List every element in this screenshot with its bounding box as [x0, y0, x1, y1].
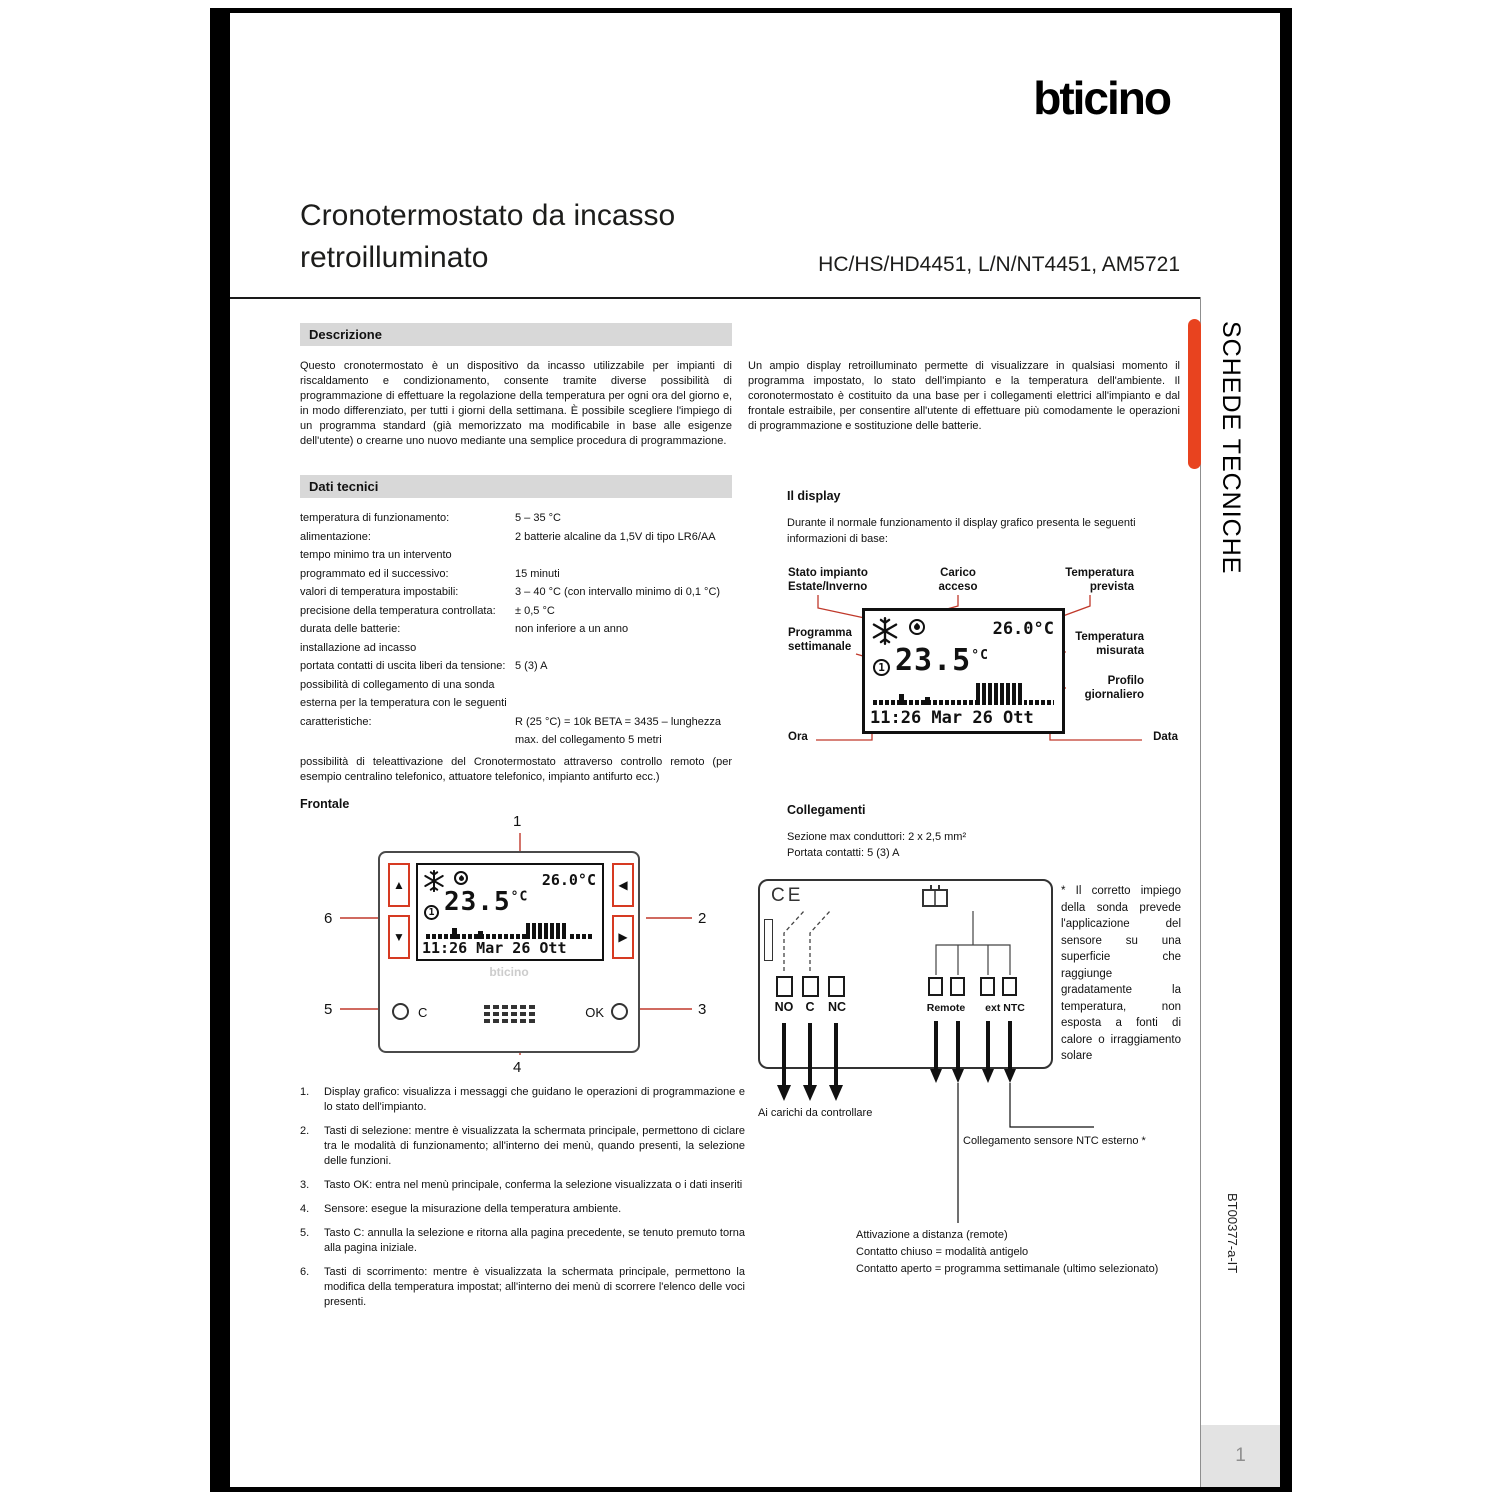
terminal-ntc-1 [980, 977, 995, 996]
display-diagram [758, 566, 1182, 766]
list-item: 1. Display grafico: visualizza i messaggi che guidano le operazioni di programmazione e lo stato dell'impianto. [300, 1086, 745, 1113]
terminal-remote-2 [950, 977, 965, 996]
scroll-up-button[interactable] [388, 863, 410, 907]
table-row: precisione della temperatura controllata: ± 0,5 °C [300, 604, 555, 617]
lcd-display [862, 608, 1065, 734]
plug-connector-icon [918, 883, 952, 913]
callout-2: 2 [698, 910, 707, 927]
section-dati-tecnici-header: Dati tecnici [300, 475, 732, 498]
wiring-diagram [758, 871, 1182, 1291]
daily-profile-bars [873, 681, 1054, 705]
daily-profile-bars [426, 921, 594, 939]
product-codes: HC/HS/HD4451, L/N/NT4451, AM5721 [818, 253, 1180, 276]
title-line2: retroilluminato [300, 241, 489, 274]
display-section-heading: Il display [787, 489, 841, 503]
doc-code: BT00377-a-IT [1225, 1193, 1240, 1274]
ok-button-label: OK [585, 1005, 604, 1020]
title-line1: Cronotermostato da incasso [300, 199, 676, 232]
time-date: 11:26 Mar 26 Ott [870, 708, 1034, 728]
terminal-label-no: NO [774, 1000, 794, 1014]
label-data: Data [1153, 731, 1178, 743]
page-number: 1 [1235, 1445, 1246, 1466]
table-row: valori di temperatura impostabili: 3 – 40 °C (con intervallo minimo di 0,1 °C) [300, 586, 721, 598]
list-item: 2. Tasti di selezione: mentre è visualizzata la schermata principale, permettono di ciclare tra le modalità di funzionamento; all'interno dei menù, quando presenti, la selezione delle funzioni. [300, 1125, 745, 1167]
sidebar-label: SCHEDE TECNICHE [1217, 321, 1245, 575]
list-item: 4. Sensore: esegue la misurazione della temperatura ambiente. [300, 1203, 622, 1215]
table-row: possibilità di collegamento di una sonda [300, 678, 495, 691]
sensor-side-note: * Il corretto impiego della sonda prevede l'applicazione del sensore su una superficie che raggiunge gradatamente la temperatura, non esposta a fonti di calore o irraggiamento solare [1061, 885, 1181, 1062]
collegamenti-specs [787, 829, 1177, 861]
callout-3: 3 [698, 1001, 707, 1018]
page-title [300, 195, 675, 279]
descrizione-col2: Un ampio display retroilluminato permette di visualizzare in qualsiasi momento il programma impostato, lo stato dell'impianto e la temperatura dell'ambiente. Il coronotermostato è costituito da una base per i collegamenti elettrici all'impianto e dal frontale estraibile, per consentire all'utente di effettuare più comodamente le operazioni di programmazione e sostituzione delle batterie. [748, 360, 1180, 432]
label-carico-acceso: Carico acceso [938, 567, 978, 593]
display-intro: Durante il normale funzionamento il display grafico presenta le seguenti informazioni di base: [787, 517, 1136, 545]
ok-button[interactable] [611, 1003, 628, 1020]
frontale-legend [300, 1085, 745, 1319]
arrow-up-icon: ▲ [393, 878, 405, 892]
target-temperature: 26.0°C [992, 619, 1054, 639]
ext-ntc-label: ext NTC [985, 1002, 1025, 1014]
sensor-grid [484, 1005, 538, 1026]
c-button-label: C [418, 1005, 428, 1020]
tech-table [300, 509, 732, 750]
table-row: programmato ed il successivo: 15 minuti [300, 567, 560, 580]
table-row: portata contatti di uscita liberi da tensione: 5 (3) A [300, 660, 548, 672]
time-date: 11:26 Mar 26 Ott [422, 939, 567, 957]
winter-mode-icon [423, 870, 445, 892]
select-left-button[interactable] [612, 863, 634, 907]
callout-1: 1 [513, 813, 522, 830]
sidebar-divider [1200, 297, 1201, 1487]
table-row: installazione ad incasso [300, 641, 417, 654]
battery-slot [764, 919, 773, 961]
winter-mode-icon [871, 617, 899, 645]
callout-5: 5 [324, 1001, 333, 1018]
page-number-box [1201, 1425, 1280, 1487]
terminal-no [776, 976, 793, 997]
section-descrizione-header: Descrizione [300, 323, 732, 346]
weekly-program-number: 1 [424, 905, 439, 920]
table-row: tempo minimo tra un intervento [300, 549, 452, 561]
datasheet-page [230, 13, 1280, 1487]
descrizione-col1: Questo cronotermostato è un dispositivo da incasso utilizzabile per impianti di riscaldamento e condizionamento, consente tramite diverse possibilità di programmazione di effettuare la regolazione della temperatura per ogni ora del giorno e, in modo differenziato, per tutti i giorni della settimana. È possibile scegliere l'impiego di un programma standard (già memorizzato ma modificabile in base alle esigenze dell'utente) o crearne uno nuovo mediante una semplice procedura di programmazione. [300, 360, 732, 447]
table-row: esterna per la temperatura con le seguenti [300, 697, 507, 709]
tech-note: possibilità di teleattivazione del Cronotermostato attraverso controllo remoto (per esempio centralino telefonico, attuatore telefonico, impianto antifurto ecc.) [300, 756, 732, 783]
thermostat-front [378, 851, 640, 1053]
arrow-right-icon: ▶ [618, 930, 628, 944]
c-button[interactable] [392, 1003, 409, 1020]
label-profilo-giornaliero: Profilo giornaliero [1084, 675, 1144, 701]
title-rule [230, 297, 1200, 299]
frontale-heading: Frontale [300, 797, 350, 811]
table-row: alimentazione: 2 batterie alcaline da 1,5V di tipo LR6/AA [300, 530, 716, 543]
weekly-program-number: 1 [873, 659, 890, 676]
label-temperatura-misurata: Temperatura misurata [1075, 631, 1144, 657]
terminal-c [802, 976, 819, 997]
arrow-left-icon: ◀ [618, 878, 628, 892]
table-row: temperatura di funzionamento: 5 – 35 °C [300, 512, 561, 524]
bticino-logo: bticino [1033, 72, 1170, 124]
terminal-remote-1 [928, 977, 943, 996]
terminal-ntc-2 [1002, 977, 1017, 996]
spec-portata: Portata contatti: 5 (3) A [787, 847, 900, 859]
frontale-diagram [300, 813, 740, 1075]
terminal-label-nc: NC [827, 1000, 847, 1014]
select-right-button[interactable] [612, 915, 634, 959]
spec-conduttori: Sezione max conduttori: 2 x 2,5 mm² [787, 831, 967, 843]
target-temperature: 26.0°C [541, 871, 596, 889]
scroll-down-button[interactable] [388, 915, 410, 959]
load-on-icon [454, 871, 468, 885]
callout-4: 4 [513, 1059, 522, 1076]
terminal-nc [828, 976, 845, 997]
label-ora: Ora [788, 731, 808, 743]
lcd-display-front [416, 863, 604, 961]
label-programma-settimanale: Programma settimanale [788, 627, 852, 653]
load-on-icon [909, 619, 925, 635]
table-row: max. del collegamento 5 metri [515, 734, 662, 746]
label-stato-impianto: Stato impianto Estate/Inverno [788, 567, 868, 593]
bticino-watermark: bticino [489, 965, 529, 979]
terminal-label-c: C [805, 1000, 815, 1014]
ntc-note: Collegamento sensore NTC esterno * [963, 1135, 1146, 1147]
loads-label: Ai carichi da controllare [758, 1107, 873, 1119]
list-item: 5. Tasto C: annulla la selezione e ritorna alla pagina precedente, se tenuto premuto torna alla pagina iniziale. [300, 1227, 745, 1254]
collegamenti-heading: Collegamenti [787, 803, 866, 817]
remote-label: Remote [926, 1002, 966, 1014]
arrow-down-icon: ▼ [393, 930, 405, 944]
remote-notes: Attivazione a distanza (remote) Contatto chiuso = modalità antigelo Contatto aperto = programma settimanale (ultimo selezionato) [856, 1229, 1159, 1275]
table-row: durata delle batterie: non inferiore a un anno [300, 623, 629, 635]
label-temperatura-prevista: Temperatura prevista [1065, 567, 1134, 593]
ce-mark-icon: CE [771, 885, 804, 906]
list-item: 3. Tasto OK: entra nel menù principale, conferma la selezione visualizzata o i dati inseriti [300, 1179, 743, 1191]
accent-bar [1188, 319, 1201, 469]
measured-temperature: $23.5^{^\circ C}$ [895, 643, 989, 678]
measured-temperature: $23.5^{^\circ C}$ [444, 887, 529, 917]
callout-6: 6 [324, 910, 333, 927]
list-item: 6. Tasti di scorrimento: mentre è visualizzata la schermata principale, permettono la modifica della temperatura impostat; all'interno dei menù di scorrere l'elenco delle voci presenti. [300, 1266, 745, 1308]
table-row: caratteristiche: R (25 °C) = 10k BETA = 3435 – lunghezza [300, 715, 721, 728]
